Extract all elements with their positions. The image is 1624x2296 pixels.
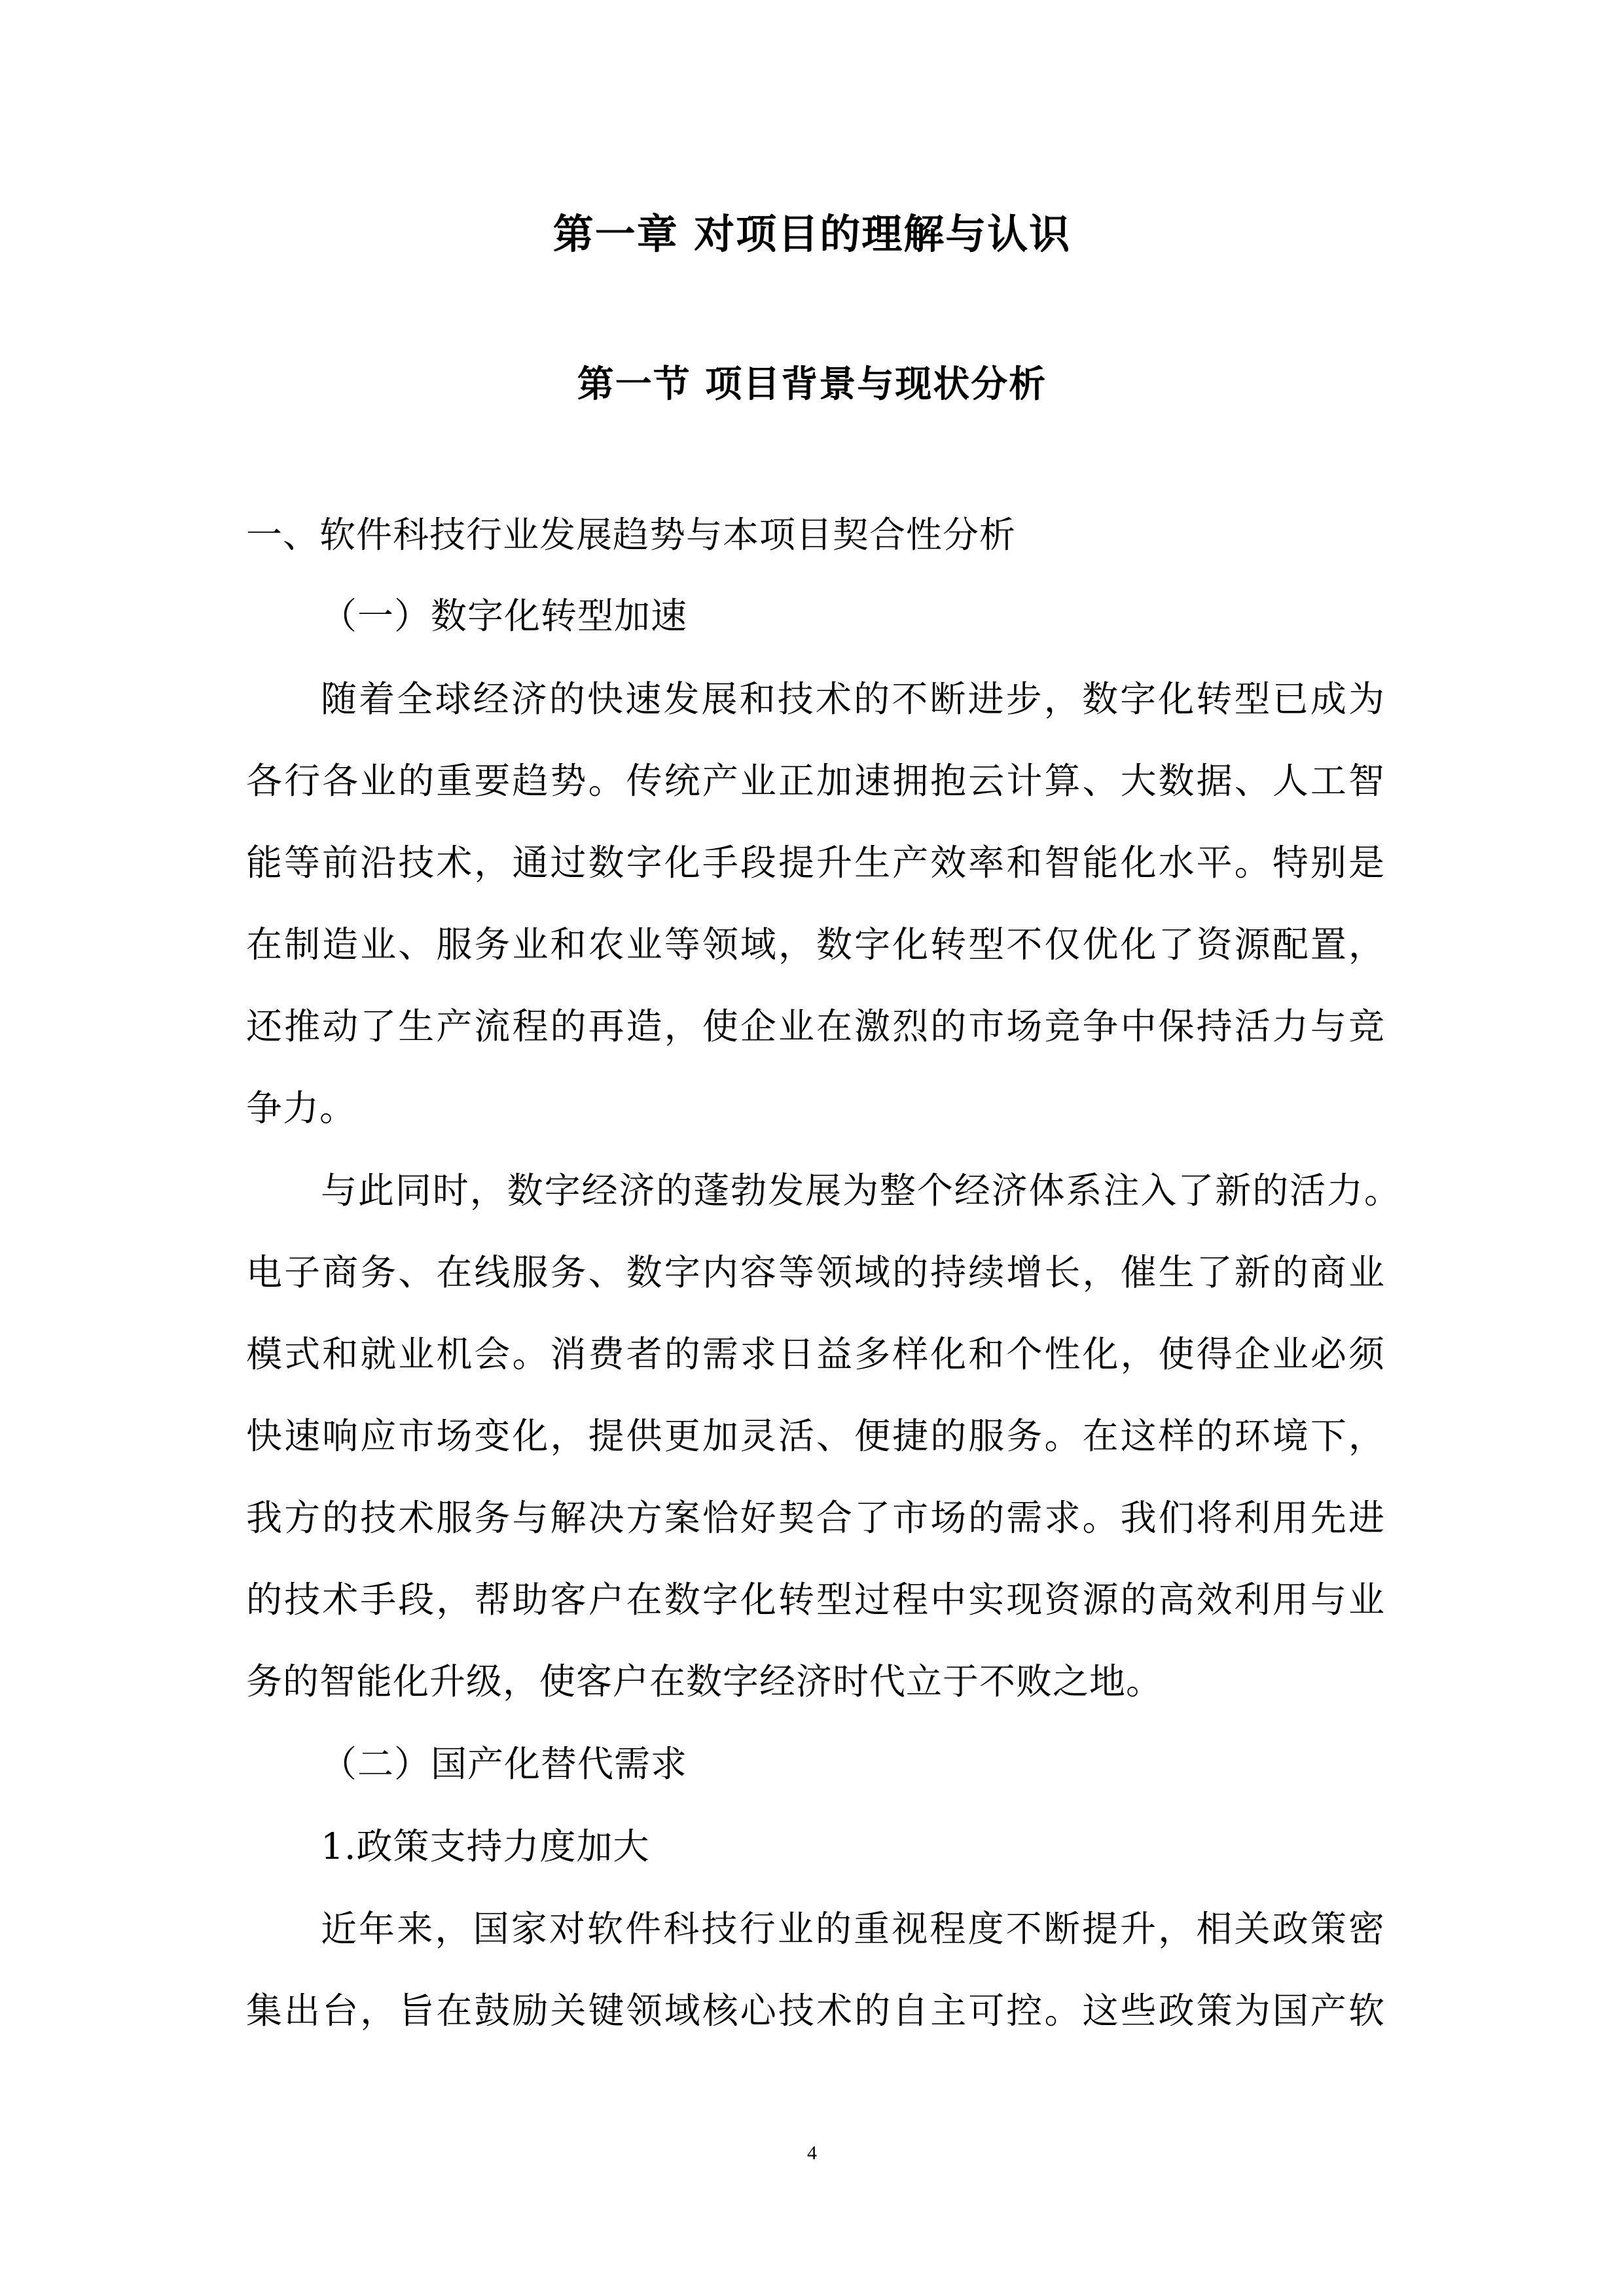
paragraph-line: 我方的技术服务与解决方案恰好契合了市场的需求。我们将利用先进: [246, 1497, 1385, 1539]
paragraph-line: 还推动了生产流程的再造，使企业在激烈的市场竞争中保持活力与竞: [246, 1005, 1385, 1047]
paragraph-line: 务的智能化升级，使客户在数字经济时代立于不败之地。: [246, 1660, 1163, 1702]
paragraph-line: 的技术手段，帮助客户在数字化转型过程中实现资源的高效利用与业: [246, 1579, 1385, 1621]
paragraph-line: 近年来，国家对软件科技行业的重视程度不断提升，相关政策密: [321, 1908, 1385, 1950]
paragraph-line: 争力。: [246, 1087, 357, 1129]
subheading-localization-demand: （二）国产化替代需求: [321, 1743, 688, 1785]
paragraph-line: 快速响应市场变化，提供更加灵活、便捷的服务。在这样的环境下，: [246, 1415, 1385, 1457]
paragraph-line: 集出台，旨在鼓励关键领域核心技术的自主可控。这些政策为国产软: [246, 1990, 1385, 2032]
item-heading-policy-support: 1.政策支持力度加大: [321, 1825, 650, 1867]
page-number: 4: [807, 2142, 817, 2164]
paragraph-line: 电子商务、在线服务、数字内容等领域的持续增长，催生了新的商业: [246, 1251, 1385, 1293]
paragraph-line: 能等前沿技术，通过数字化手段提升生产效率和智能化水平。特别是: [246, 842, 1385, 884]
subheading-digital-transformation: （一）数字化转型加速: [321, 595, 688, 637]
paragraph-line: 在制造业、服务业和农业等领域，数字化转型不仅优化了资源配置，: [246, 924, 1385, 965]
paragraph-line: 模式和就业机会。消费者的需求日益多样化和个性化，使得企业必须: [246, 1333, 1385, 1375]
chapter-title: 第一章 对项目的理解与认识: [552, 210, 1072, 258]
paragraph-line: 与此同时，数字经济的蓬勃发展为整个经济体系注入了新的活力。: [321, 1170, 1401, 1211]
paragraph-line: 各行各业的重要趋势。传统产业正加速拥抱云计算、大数据、人工智: [246, 760, 1385, 802]
section-title: 第一节 项目背景与现状分析: [577, 363, 1047, 406]
heading-level-1: 一、软件科技行业发展趋势与本项目契合性分析: [246, 514, 1017, 556]
paragraph-line: 随着全球经济的快速发展和技术的不断进步，数字化转型已成为: [321, 678, 1385, 720]
